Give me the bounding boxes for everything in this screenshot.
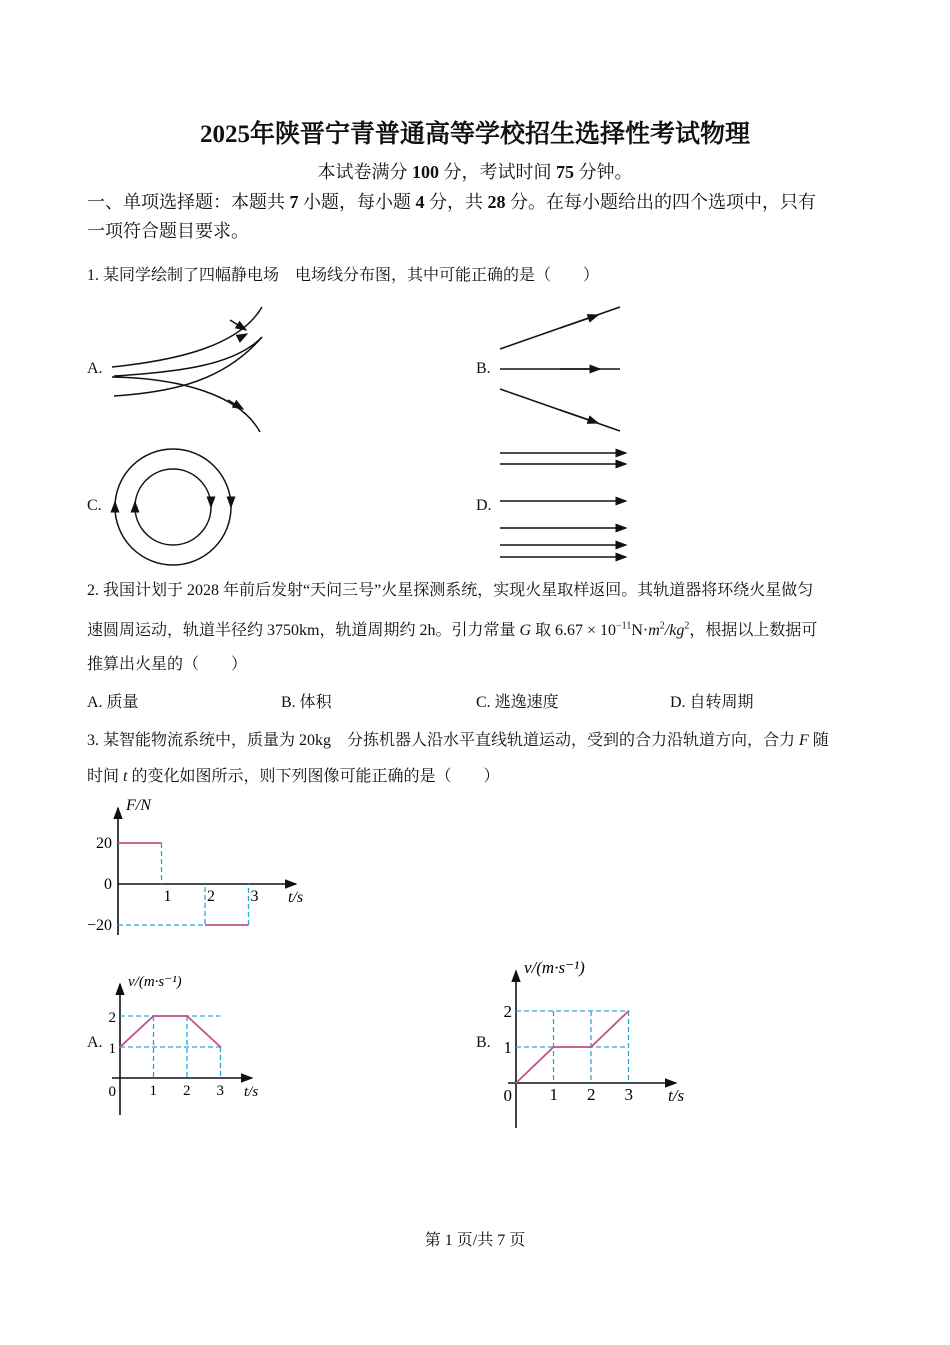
question-3-line2: 时间 t 的变化如图所示，则下列图像可能正确的是（ ）	[87, 768, 500, 785]
q2-option-c[interactable]: C. 逃逸速度	[476, 694, 559, 711]
section-instructions: 一、单项选择题：本题共 7 小题，每小题 4 分，共 28 分。在每小题给出的四个选项中，只有	[87, 192, 816, 212]
x-tick-label: 1	[149, 1083, 157, 1099]
q2-option-d[interactable]: D. 自转周期	[670, 694, 754, 711]
x-tick-label: 3	[216, 1083, 224, 1099]
question-2-line1: 2. 我国计划于 2028 年前后发射“天问三号”火星探测系统，实现火星取样返回。其轨道器将环绕火星做匀	[87, 582, 814, 599]
chart-force-time	[87, 797, 303, 935]
data-point	[186, 1015, 188, 1017]
x-tick-label: 2	[183, 1083, 191, 1099]
y-tick-label: −20	[86, 917, 112, 934]
exam-info: 本试卷满分 100 分，考试时间 75 分钟。	[317, 162, 633, 182]
section-instructions-line2: 一项符合题目要求。	[87, 221, 249, 241]
x-tick-label: 1	[549, 1085, 558, 1104]
arrow-icon	[230, 320, 246, 330]
field-diagram-b	[500, 307, 620, 431]
q2-option-b[interactable]: B. 体积	[281, 694, 332, 711]
data-point	[153, 1015, 155, 1017]
page-title: 2025年陕晋宁青普通高等学校招生选择性考试物理	[199, 121, 750, 148]
field-diagram-d	[500, 453, 626, 557]
x-tick-label: 1	[163, 888, 172, 905]
data-point	[119, 1046, 121, 1048]
page-footer: 第 1 页/共 7 页	[424, 1232, 526, 1249]
x-tick-label: 2	[587, 1085, 596, 1104]
q1-option-d-label[interactable]: D.	[476, 497, 492, 514]
q2-option-a[interactable]: A. 质量	[87, 694, 139, 711]
q1-option-c-label[interactable]: C.	[87, 497, 102, 514]
q3-option-b-label[interactable]: B.	[476, 1034, 491, 1051]
guide-line	[118, 884, 205, 925]
arrow-icon	[228, 400, 243, 409]
y-tick-label: 0	[104, 876, 112, 893]
y-axis-label: F/N	[126, 797, 151, 814]
y-tick-label: 1	[503, 1038, 512, 1057]
chart-velocity-time-a	[109, 974, 259, 1115]
x-tick-label: 3	[624, 1085, 633, 1104]
y-axis-label: v/(m·s⁻¹)	[524, 958, 585, 977]
x-axis-label: t/s	[668, 1086, 685, 1105]
data-point	[553, 1046, 555, 1048]
x-tick-label: 2	[207, 888, 215, 905]
q1-option-b-label[interactable]: B.	[476, 360, 491, 377]
question-3-line1: 3. 某智能物流系统中，质量为 20kg 分拣机器人沿水平直线轨道运动，受到的合力沿轨道方向，合力 F 随	[87, 732, 829, 749]
y-axis-label: v/(m·s⁻¹)	[128, 974, 182, 990]
field-line	[114, 337, 262, 376]
x-axis-label: t/s	[288, 889, 304, 906]
field-diagram-a	[112, 307, 262, 432]
x-tick-label: 3	[250, 888, 259, 905]
q3-option-a-label[interactable]: A.	[87, 1034, 103, 1051]
data-point	[590, 1046, 592, 1048]
question-2-line2: 速圆周运动，轨道半径约 3750km，轨道周期约 2h。引力常量 G 取 $6.67 \times 10^{-11}N\cdot m^2/kg^2$，根据以上数据可	[87, 620, 818, 639]
field-line	[114, 337, 262, 396]
data-line	[120, 1016, 221, 1047]
origin-label: 0	[108, 1084, 116, 1100]
field-diagram-c	[115, 449, 231, 565]
y-tick-label: 2	[503, 1002, 512, 1021]
q1-option-a-label[interactable]: A.	[87, 360, 103, 377]
data-point	[628, 1010, 630, 1012]
chart-velocity-time-b	[504, 958, 685, 1128]
y-tick-label: 2	[108, 1010, 116, 1026]
y-tick-label: 20	[96, 835, 112, 852]
data-point	[515, 1082, 517, 1084]
x-axis-label: t/s	[244, 1084, 259, 1100]
question-1-stem: 1. 某同学绘制了四幅静电场 电场线分布图，其中可能正确的是（ ）	[87, 267, 600, 284]
data-point	[220, 1046, 222, 1048]
y-tick-label: 1	[108, 1041, 116, 1057]
origin-label: 0	[503, 1086, 512, 1105]
question-2-line3: 推算出火星的（ ）	[87, 656, 248, 673]
field-line	[112, 377, 260, 432]
